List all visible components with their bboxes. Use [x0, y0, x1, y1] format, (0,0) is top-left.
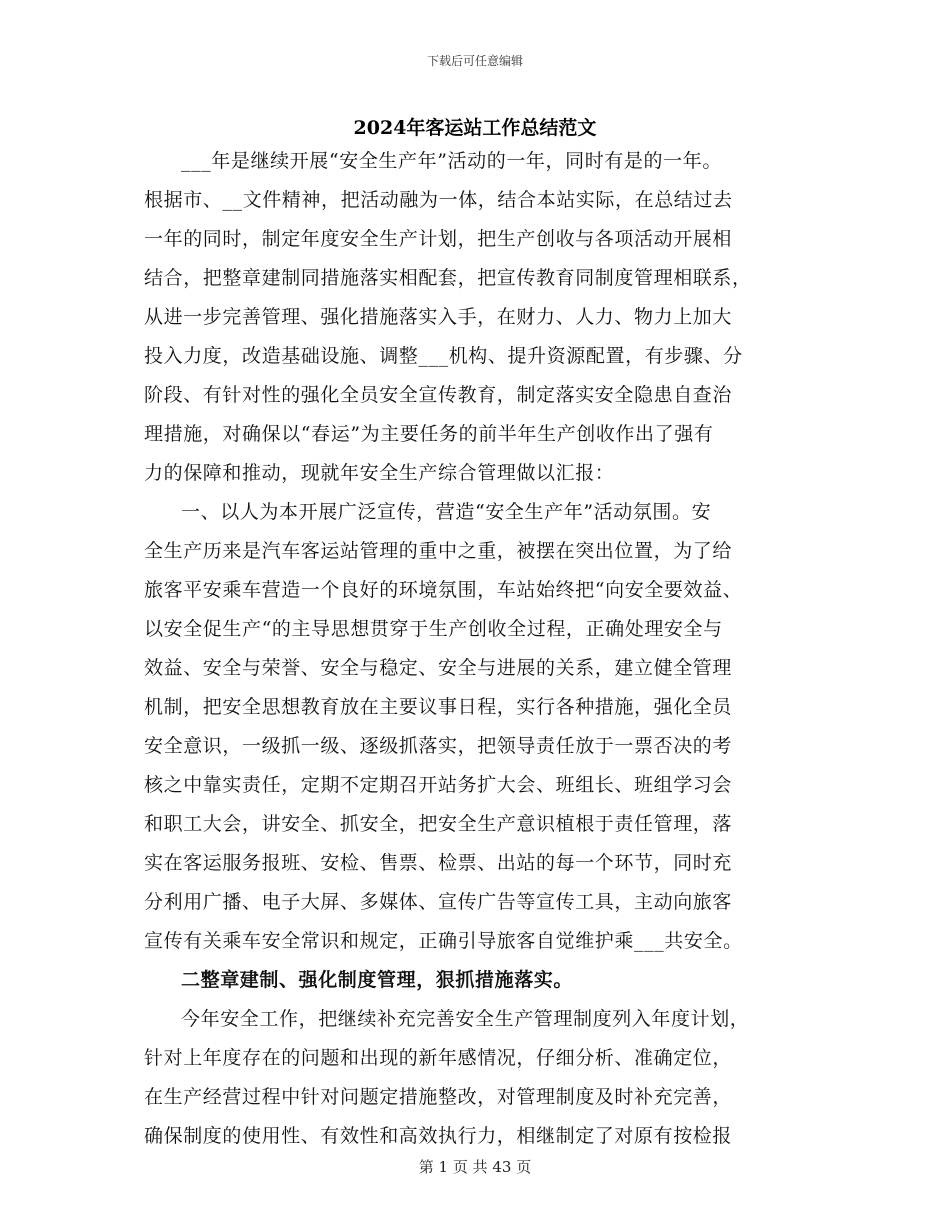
body-line: 根据市、__文件精神，把活动融为一体，结合本站实际，在总结过去 — [144, 189, 733, 211]
body-line: 全生产历来是汽车客运站管理的重中之重，被摆在突出位置，为了给 — [144, 540, 733, 562]
body-line: 理措施，对确保以“春运”为主要任务的前半年生产创收作出了强有 — [144, 423, 714, 445]
body-line: 阶段、有针对性的强化全员安全宣传教育，制定落实安全隐患自查治 — [144, 384, 733, 406]
body-line: 针对上年度存在的问题和出现的新年感情况，仔细分析、准确定位， — [144, 1047, 733, 1069]
body-line: 和职工大会，讲安全、抓安全，把安全生产意识植根于责任管理，落 — [144, 813, 733, 835]
body-line: ___年是继续开展“安全生产年”活动的一年，同时有是的一年。 — [181, 150, 722, 172]
page-header-note: 下载后可任意编辑 — [426, 54, 523, 68]
body-line: 实在客运服务报班、安检、售票、检票、出站的每一个环节，同时充 — [144, 852, 733, 874]
body-line: 机制，把安全思想教育放在主要议事日程，实行各种措施，强化全员 — [144, 696, 733, 718]
body-line: 以安全促生产“的主导思想贯穿于生产创收全过程，正确处理安全与 — [144, 618, 723, 640]
section-heading-line: 一、以人为本开展广泛宣传，营造“安全生产年”活动氛围。安 — [181, 501, 712, 523]
body-line: 分利用广播、电子大屏、多媒体、宣传广告等宣传工具，主动向旅客 — [144, 891, 733, 913]
body-line: 核之中靠实责任，定期不定期召开站务扩大会、班组长、班组学习会 — [144, 774, 733, 796]
body-line: 一年的同时，制定年度安全生产计划，把生产创收与各项活动开展相 — [144, 228, 733, 250]
body-line: 今年安全工作，把继续补充完善安全生产管理制度列入年度计划， — [181, 1008, 750, 1030]
body-line: 投入力度，改造基础设施、调整___机构、提升资源配置，有步骤、分 — [144, 345, 743, 367]
body-line: 宣传有关乘车安全常识和规定，正确引导旅客自觉维护乘___共安全。 — [144, 930, 743, 952]
body-line: 确保制度的使用性、有效性和高效执行力，相继制定了对原有按检报 — [144, 1125, 733, 1147]
body-line: 在生产经营过程中针对问题定措施整改，对管理制度及时补充完善， — [144, 1086, 733, 1108]
section-heading-bold: 二整章建制、强化制度管理，狠抓措施落实。 — [181, 969, 574, 991]
document-title: 2024年客运站工作总结范文 — [353, 117, 597, 139]
body-line: 安全意识，一级抓一级、逐级抓落实，把领导责任放于一票否决的考 — [144, 735, 733, 757]
body-line: 力的保障和推动，现就年安全生产综合管理做以汇报： — [144, 462, 615, 484]
body-line: 从进一步完善管理、强化措施落实入手，在财力、人力、物力上加大 — [144, 306, 733, 328]
body-line: 效益、安全与荣誉、安全与稳定、安全与进展的关系，建立健全管理 — [144, 657, 733, 679]
body-line: 旅客平安乘车营造一个良好的环境氛围，车站始终把“向安全要效益、 — [144, 579, 743, 601]
body-line: 结合，把整章建制同措施落实相配套，把宣传教育同制度管理相联系， — [144, 267, 752, 289]
page-number: 第 1 页 共 43 页 — [418, 1158, 532, 1176]
